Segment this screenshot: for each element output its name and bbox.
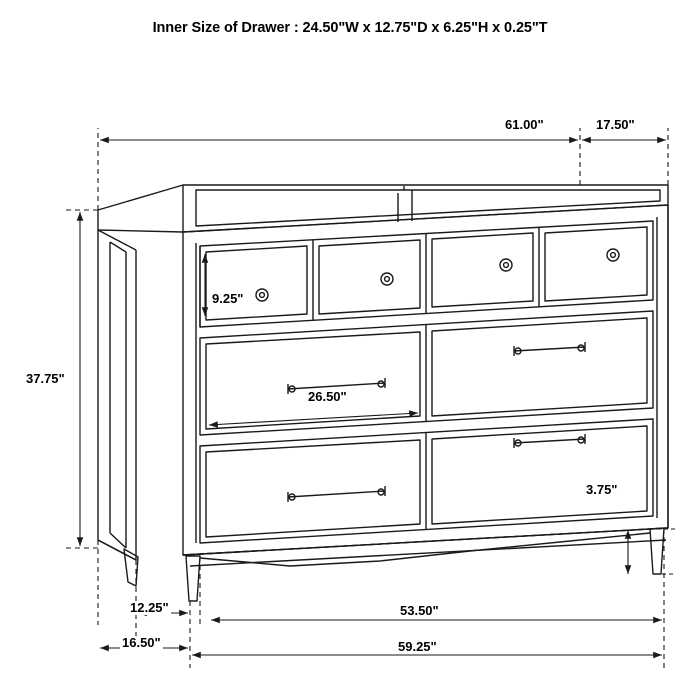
dim-label-overall-height: 37.75" [26, 371, 65, 386]
dim-label-top-right-depth: 17.50" [596, 117, 635, 132]
dim-label-small-drawer-height: 9.25" [212, 291, 244, 306]
dim-label-top-width: 61.00" [505, 117, 544, 132]
page-title: Inner Size of Drawer : 24.50"W x 12.75"D x 6.25"H x 0.25"T [152, 20, 548, 36]
dim-label-base-left-offset: 12.25" [130, 600, 169, 615]
dim-label-foot-left-offset: 16.50" [122, 635, 161, 650]
dim-label-bottom-width: 59.25" [398, 639, 437, 654]
dim-label-large-drawer-width: 26.50" [308, 389, 347, 404]
dim-label-leg-height: 3.75" [586, 482, 618, 497]
dim-label-base-width: 53.50" [400, 603, 439, 618]
